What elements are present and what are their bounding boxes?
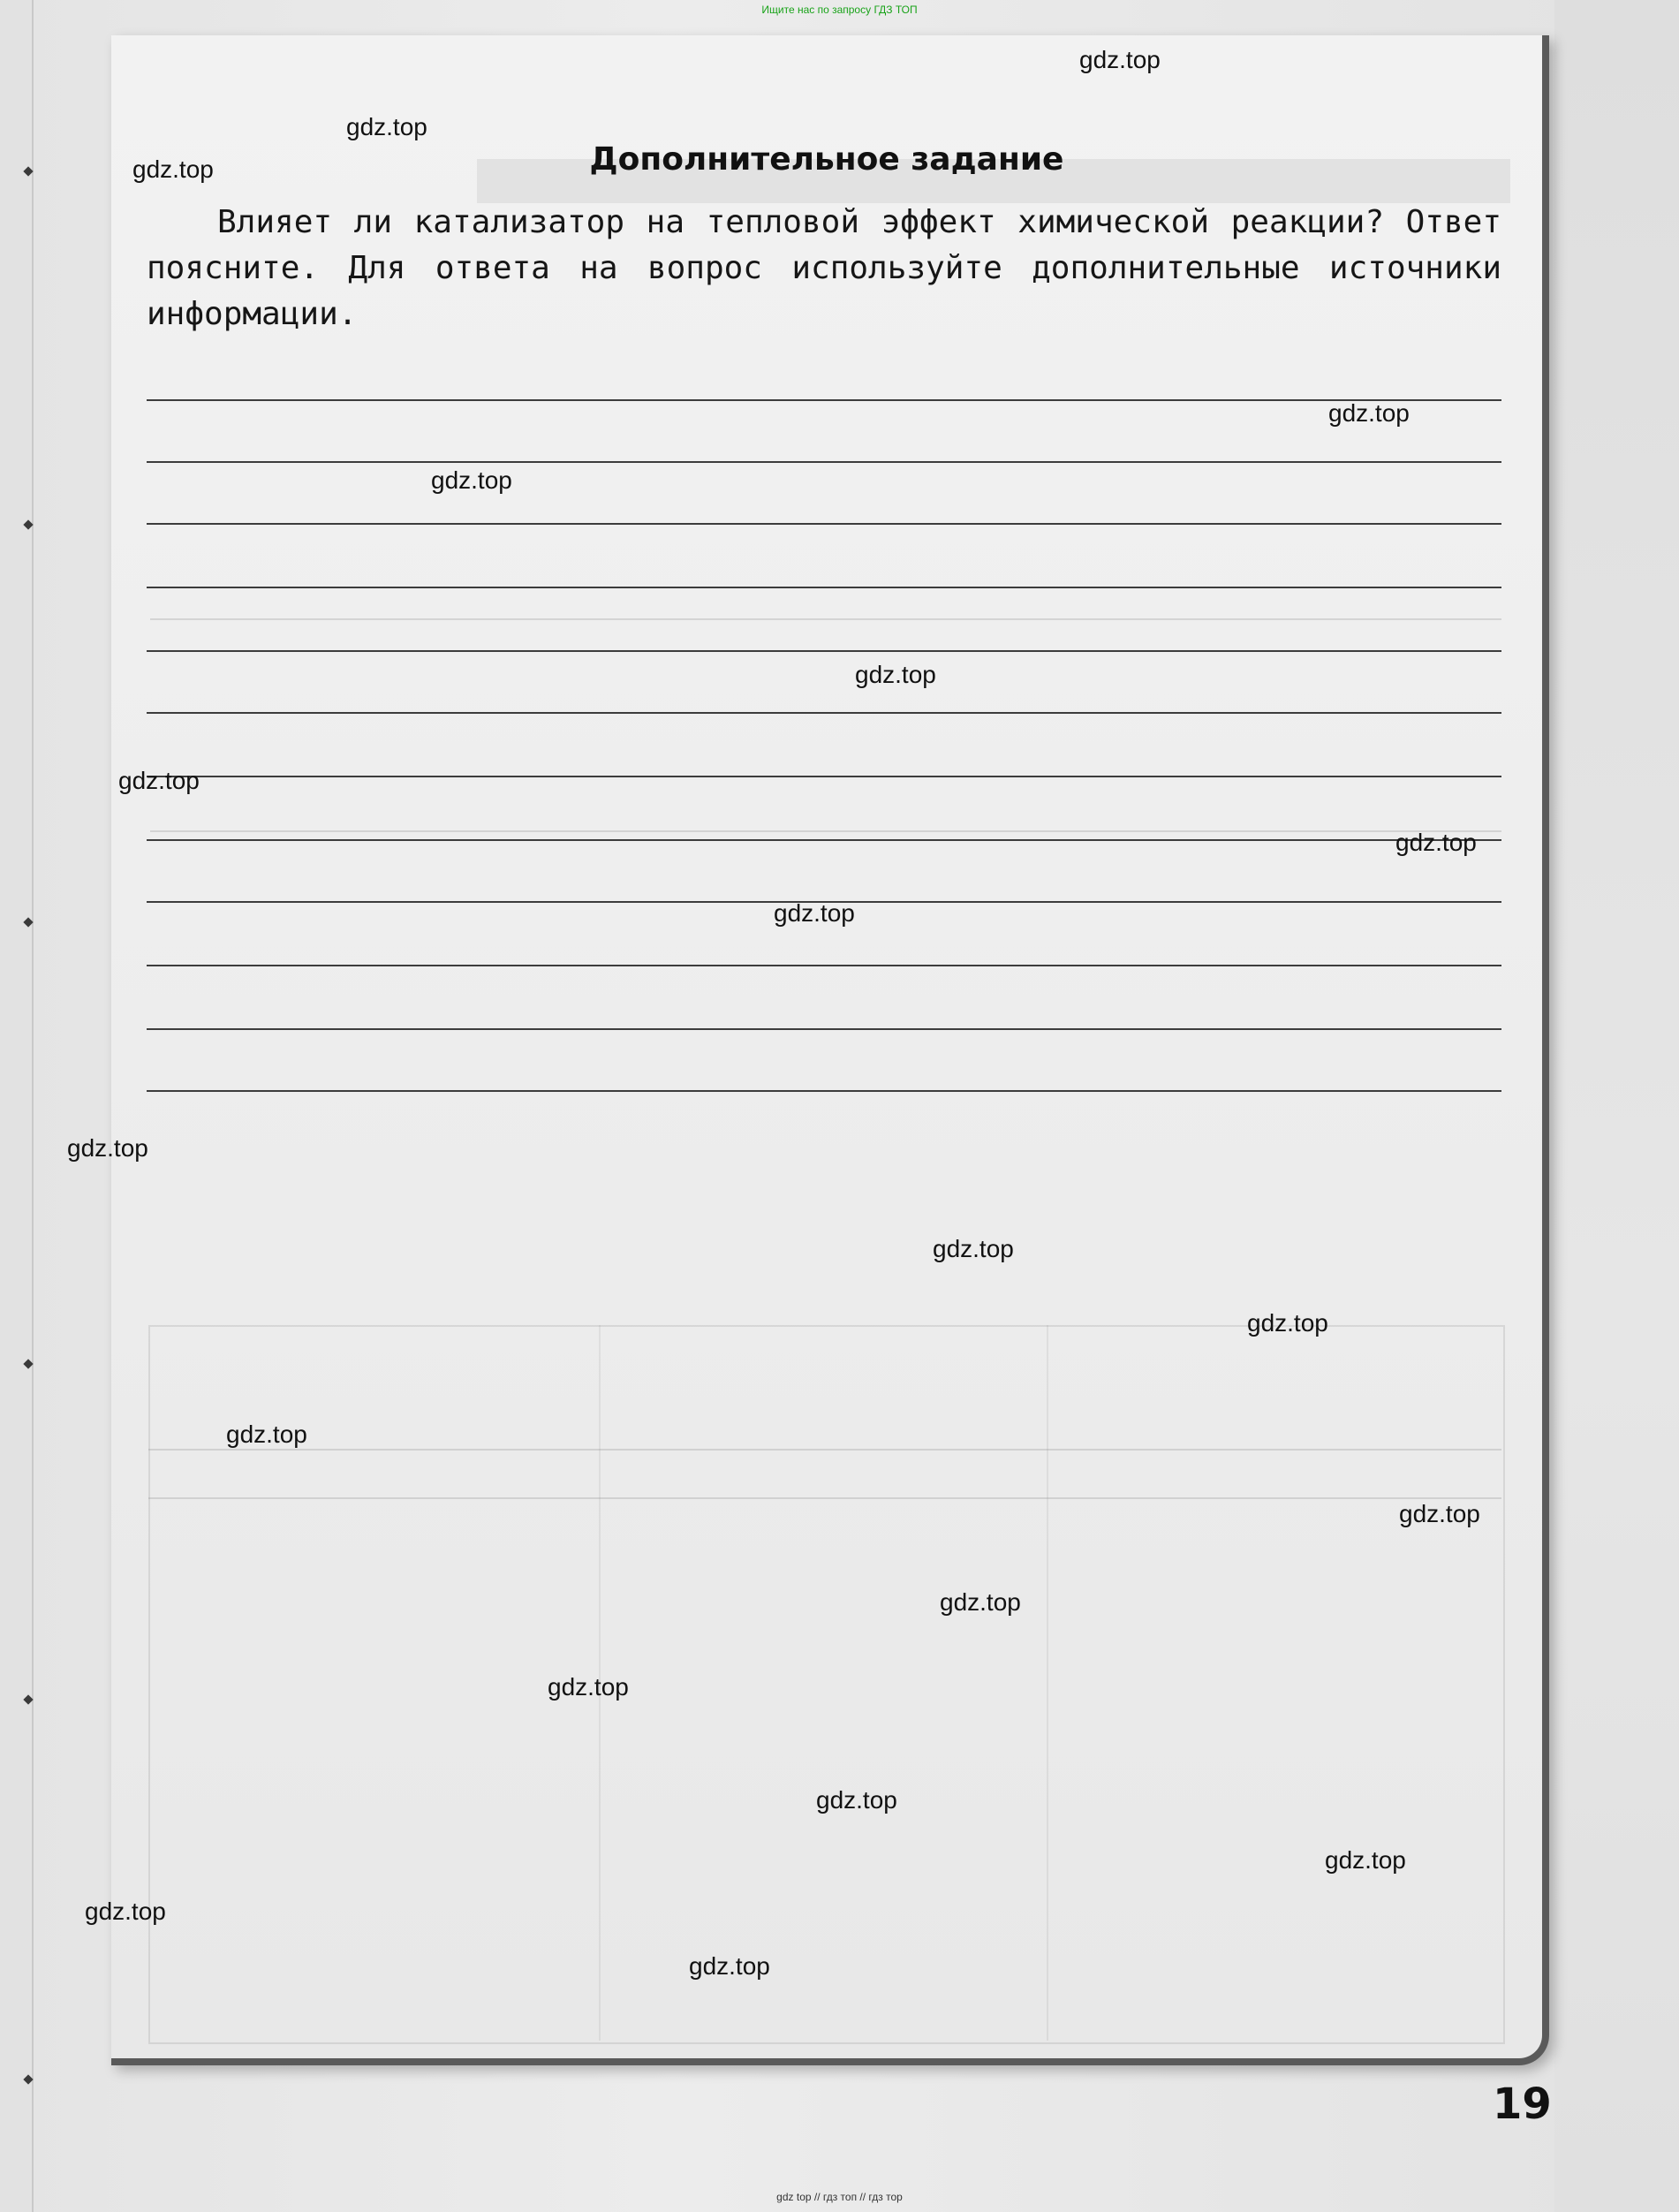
bleed-through-table <box>148 1325 1505 2044</box>
bottom-notice: gdz top // гдз топ // гдз тор <box>776 2191 903 2203</box>
page-binding-edge <box>0 0 34 2212</box>
bleed-through-line <box>148 1497 1501 1499</box>
watermark: gdz.top <box>1395 829 1477 856</box>
answer-line <box>147 523 1501 525</box>
bleed-through-line <box>150 618 1501 620</box>
next-page-edge <box>1554 0 1679 2212</box>
top-notice: Ищите нас по запросу ГДЗ ТОП <box>761 4 918 16</box>
answer-line <box>147 399 1501 401</box>
watermark: gdz.top <box>855 661 936 688</box>
task-question: Влияет ли катализатор на тепловой эффект химической реакции? Ответ поясните. Для ответа на вопрос используйте дополнительные источники информации. <box>147 204 1501 332</box>
watermark: gdz.top <box>548 1673 629 1701</box>
watermark: gdz.top <box>774 899 855 927</box>
answer-line <box>147 1028 1501 1030</box>
watermark: gdz.top <box>431 466 512 494</box>
answer-line <box>147 965 1501 966</box>
watermark: gdz.top <box>1079 46 1161 73</box>
bleed-through-column <box>1047 1325 1048 2041</box>
task-heading: Дополнительное задание <box>589 141 1064 178</box>
answer-line <box>147 1090 1501 1092</box>
answer-line <box>147 650 1501 652</box>
page-number: 19 <box>1493 2079 1552 2129</box>
watermark: gdz.top <box>346 113 427 140</box>
watermark: gdz.top <box>816 1786 897 1814</box>
watermark: gdz.top <box>933 1235 1014 1262</box>
watermark: gdz.top <box>132 155 214 183</box>
watermark: gdz.top <box>1328 399 1410 427</box>
answer-line <box>147 776 1501 777</box>
watermark: gdz.top <box>1247 1309 1328 1337</box>
bleed-through-line <box>150 830 1501 832</box>
watermark: gdz.top <box>1325 1846 1406 1874</box>
answer-line <box>147 587 1501 588</box>
answer-line <box>147 712 1501 714</box>
watermark: gdz.top <box>226 1420 307 1448</box>
bleed-through-line <box>148 1449 1501 1451</box>
watermark: gdz.top <box>85 1898 166 1925</box>
watermark: gdz.top <box>118 767 200 794</box>
answer-line <box>147 461 1501 463</box>
watermark: gdz.top <box>1399 1500 1480 1527</box>
answer-line <box>147 839 1501 841</box>
watermark: gdz.top <box>67 1134 148 1162</box>
watermark: gdz.top <box>940 1588 1021 1616</box>
watermark: gdz.top <box>689 1952 770 1980</box>
